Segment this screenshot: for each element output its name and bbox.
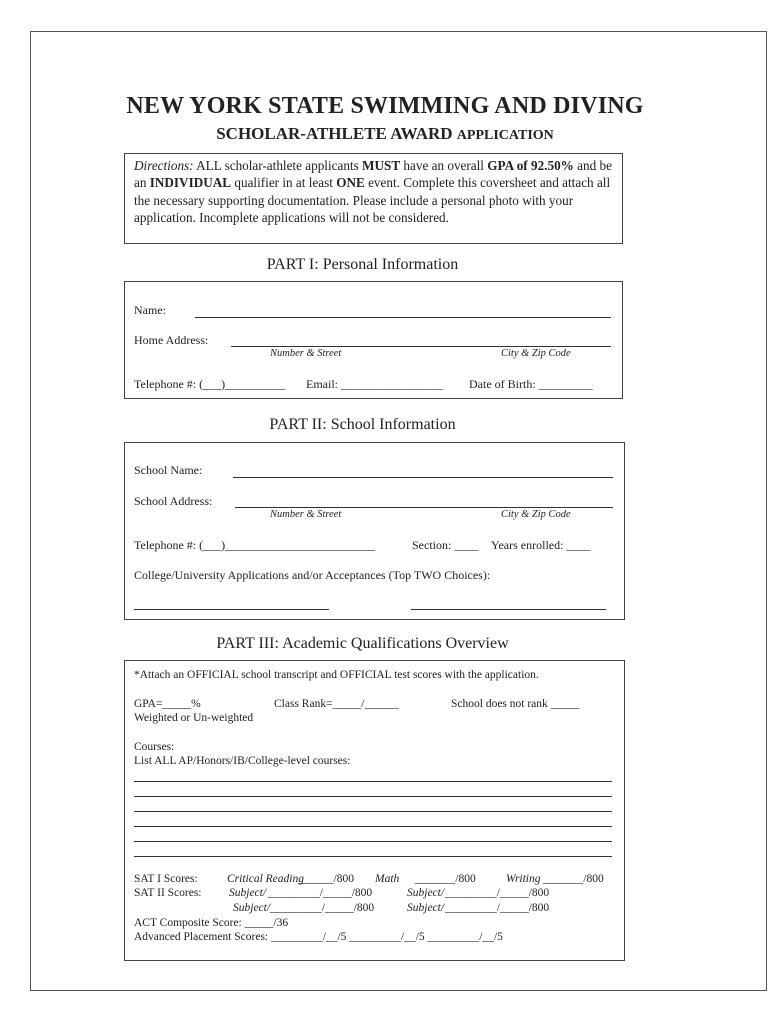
school-name-label: School Name: bbox=[134, 463, 203, 477]
sat2-subject-4-label: Subject/ bbox=[407, 902, 445, 914]
sat2-label: SAT II Scores: bbox=[134, 887, 202, 899]
part1-heading: PART I: Personal Information bbox=[266, 256, 459, 273]
directions-one: ONE bbox=[336, 175, 365, 191]
email-field[interactable]: Email: _________________ bbox=[306, 377, 443, 391]
street-caption: Number & Street bbox=[270, 348, 342, 359]
courses-list-label: List ALL AP/Honors/IB/College-level courses: bbox=[134, 755, 351, 767]
name-field[interactable] bbox=[195, 317, 611, 318]
school-name-field[interactable] bbox=[233, 477, 613, 478]
gpa-field[interactable]: GPA=_____% bbox=[134, 698, 201, 710]
school-city-zip-caption: City & Zip Code bbox=[501, 509, 571, 520]
subtitle-small: APPLICATION bbox=[456, 128, 554, 143]
college-label: College/University Applications and/or Acceptances (Top TWO Choices): bbox=[134, 568, 491, 582]
no-rank-field[interactable]: School does not rank _____ bbox=[451, 698, 580, 710]
course-line[interactable] bbox=[134, 781, 612, 782]
part2-heading: PART II: School Information bbox=[269, 416, 456, 433]
city-zip-caption: City & Zip Code bbox=[501, 348, 571, 359]
sat2-subject-4-field[interactable]: _________/_____/800 bbox=[445, 902, 550, 914]
sat2-subject-3-label: Subject/ bbox=[233, 902, 271, 914]
sat2-subject-1-field[interactable]: _________/_____/800 bbox=[268, 887, 373, 899]
dob-field[interactable]: Date of Birth: _________ bbox=[469, 377, 593, 391]
ap-scores-field[interactable]: Advanced Placement Scores: _________/__/5 _________/__/5 _________/__/5 bbox=[134, 931, 503, 943]
home-address-label: Home Address: bbox=[134, 333, 209, 347]
course-line[interactable] bbox=[134, 811, 612, 812]
part3-heading: PART III: Academic Qualifications Overview bbox=[216, 635, 509, 652]
course-line[interactable] bbox=[134, 826, 612, 827]
form-title: NEW YORK STATE SWIMMING AND DIVING bbox=[126, 93, 644, 119]
sat1-writing-field[interactable]: _______/800 bbox=[543, 873, 604, 885]
course-line[interactable] bbox=[134, 856, 612, 857]
directions-gpa: GPA of 92.50% bbox=[487, 158, 574, 173]
school-telephone-field[interactable]: Telephone #: (___)_________________________ bbox=[134, 538, 376, 552]
part3-box bbox=[124, 660, 625, 961]
directions-text-3: and be an bbox=[134, 158, 612, 191]
telephone-field[interactable]: Telephone #: (___)__________ bbox=[134, 377, 286, 391]
directions-text-1: ALL scholar-athlete applicants bbox=[196, 158, 359, 173]
section-field[interactable]: Section: ____ bbox=[412, 538, 479, 552]
name-label: Name: bbox=[134, 303, 166, 317]
directions-label: Directions: bbox=[134, 158, 194, 173]
directions-box bbox=[124, 153, 623, 244]
college-choice-2-field[interactable] bbox=[411, 609, 606, 610]
form-subtitle bbox=[0, 124, 770, 144]
part1-box bbox=[124, 281, 623, 399]
course-line[interactable] bbox=[134, 796, 612, 797]
directions-individual: INDIVIDUAL bbox=[149, 175, 232, 191]
sat2-subject-2-label: Subject/ bbox=[407, 887, 445, 899]
weighted-label: Weighted or Un-weighted bbox=[134, 712, 254, 724]
act-field[interactable]: ACT Composite Score: _____/36 bbox=[134, 917, 289, 929]
sat1-math-field[interactable]: _______/800 bbox=[415, 873, 476, 885]
directions-text-2: have an overall bbox=[403, 158, 484, 173]
years-enrolled-field[interactable]: Years enrolled: ____ bbox=[491, 538, 591, 552]
school-street-caption: Number & Street bbox=[270, 509, 342, 520]
directions-must: MUST bbox=[362, 158, 401, 173]
sat1-reading-field[interactable]: ______/800 bbox=[299, 873, 354, 885]
sat2-subject-1-label: Subject/ bbox=[229, 887, 267, 899]
directions-text-4: qualifier in at least bbox=[234, 175, 333, 191]
sat2-subject-3-field[interactable]: _________/_____/800 bbox=[270, 902, 375, 914]
sat1-reading-label: Critical Reading bbox=[227, 873, 304, 885]
school-address-label: School Address: bbox=[134, 494, 213, 508]
attach-note: *Attach an OFFICIAL school transcript and OFFICIAL test scores with the application. bbox=[134, 669, 539, 681]
courses-label: Courses: bbox=[134, 741, 175, 753]
college-choice-1-field[interactable] bbox=[134, 609, 329, 610]
sat1-math-label: Math bbox=[375, 873, 400, 885]
school-address-field[interactable] bbox=[235, 507, 613, 508]
course-line[interactable] bbox=[134, 841, 612, 842]
directions-text-5: event. Complete this coversheet and attach all the necessary supporting documentation. Please include a personal photo with your application. Incomplete applications will not be considered. bbox=[134, 175, 611, 226]
sat1-writing-label: Writing bbox=[506, 873, 541, 885]
part2-box bbox=[124, 442, 625, 620]
sat1-label: SAT I Scores: bbox=[134, 873, 198, 885]
class-rank-field[interactable]: Class Rank=_____/______ bbox=[274, 698, 400, 710]
home-address-field[interactable] bbox=[231, 346, 611, 347]
subtitle-main: SCHOLAR-ATHLETE AWARD bbox=[216, 124, 453, 143]
sat2-subject-2-field[interactable]: _________/_____/800 bbox=[445, 887, 550, 899]
